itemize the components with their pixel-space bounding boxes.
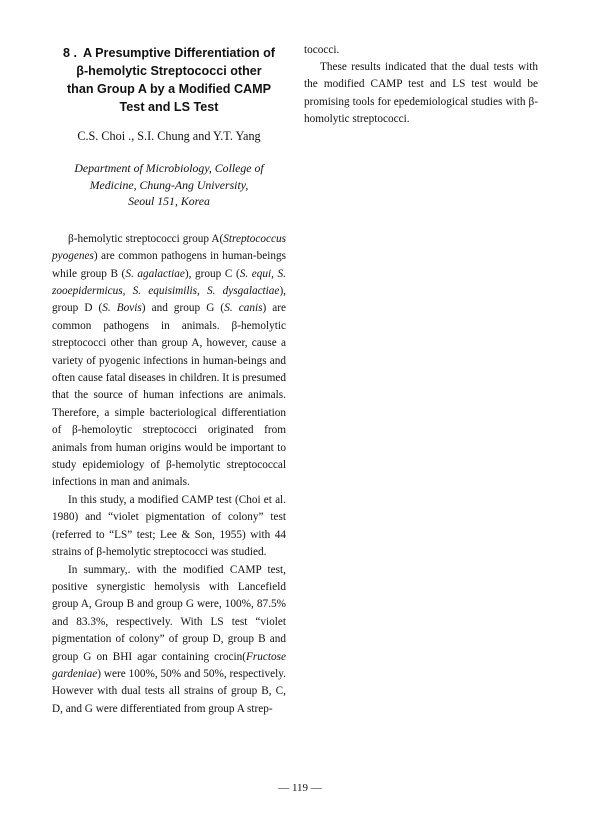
page-number: — 119 — [278, 782, 322, 794]
article-number: 8 . [63, 46, 78, 60]
p3-text-a: In summary,. with the modified CAMP test, positive synergistic hemolysis with Lancefield group A, Group B and group G were, 100%, 87.5% and 83.3%, respectively. With LS test “violet pigmentation of colony” of group D, group B and group G on BHI agar containing crocin( [52, 563, 286, 663]
title-line-3: than Group A by a Modified CAMP [66, 82, 272, 96]
paragraph-3 [52, 562, 286, 719]
p3-species: Fructose gardeniae [52, 650, 286, 680]
p1-species-c: S. equi, S. zooepidermicus, S. equisimilis, S. dysgalactiae [52, 267, 286, 297]
p1-text-a: β-hemolytic streptococci group A( [68, 232, 224, 245]
affiliation-line-3: Seoul 151, Korea [128, 194, 210, 209]
authors: C.S. Choi ., S.I. Chung and Y.T. Yang [77, 129, 261, 143]
paragraph-3-continuation: tococci. [304, 44, 340, 56]
title-line-4: Test and LS Test [119, 100, 219, 114]
affiliation-line-2: Medicine, Chung-Ang University, [89, 177, 249, 192]
p1-text-b: ) are common pathogens in human-beings while group B ( [52, 250, 286, 280]
article-title [52, 44, 286, 116]
affiliation-line-1: Department of Microbiology, College of [74, 161, 264, 175]
abstract-body [52, 231, 286, 718]
p1-species-e: S. canis [224, 302, 263, 315]
right-column [304, 42, 538, 128]
left-column [52, 44, 286, 718]
p1-species-d: S. Bovis [102, 302, 142, 315]
p1-text-d: ), group D ( [52, 285, 286, 315]
p1-text-e: ) and group G ( [141, 302, 225, 315]
conclusion-text [304, 42, 538, 128]
title-line-2: β-hemolytic Streptococci other [76, 64, 262, 78]
p1-species-b: S. agalactiae [125, 267, 185, 280]
p1-text-f: ) are common pathogens in animals. β-hemolytic streptococci other than group A, however, cause a variety of pyogenic infections in human-beings and often cause fatal diseases in children. It is presumed that the source of human infections are animals. Therefore, a simple bacteriological differentiation of β-hemoloytic streptococci originated from animals from human origins would be important to study epidemiology of β-hemolytic streptococcal infections in man and animals. [52, 302, 287, 489]
p1-species-a: Streptococcus pyogenes [52, 232, 286, 263]
paragraph-4: These results indicated that the dual tests with the modified CAMP test and LS test would be promising tools for epedemiological studies with β-homolytic streptococci. [304, 61, 538, 125]
affiliation [52, 160, 286, 210]
paragraph-1 [52, 231, 286, 492]
p1-text-c: ), group C ( [184, 267, 240, 280]
title-line-1: A Presumptive Differentiation of [83, 46, 275, 60]
paragraph-2: In this study, a modified CAMP test (Choi et al. 1980) and “violet pigmentation of colony” test (referred to “LS” test; Lee & Son, 1955) with 44 strains of β-hemolytic streptococci was studied. [52, 493, 286, 559]
p3-text-b: ) were 100%, 50% and 50%, respectively. However with dual tests all strains of group B, C, D, and G were differentiated from group A strep- [52, 667, 286, 715]
